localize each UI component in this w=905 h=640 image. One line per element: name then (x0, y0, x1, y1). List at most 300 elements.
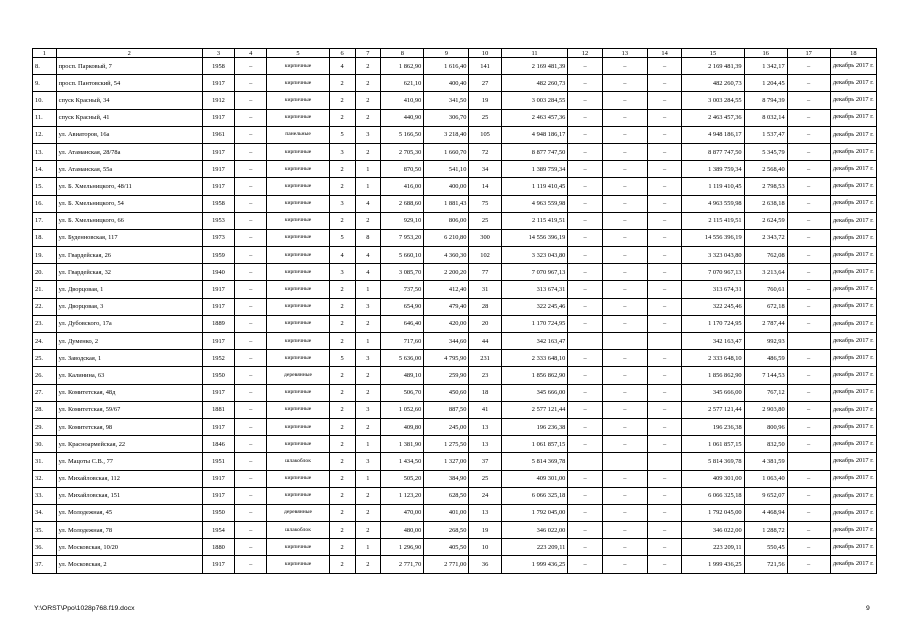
col-12-cell: – (568, 281, 602, 298)
living-area-cell: 400,00 (424, 178, 469, 195)
cost-per-sqm-cell: 2 343,72 (744, 229, 787, 246)
col-14-cell: – (647, 126, 681, 143)
row-number-cell: 35. (33, 522, 57, 539)
table-row (33, 92, 877, 109)
address-cell: ул. Московская, 2 (56, 556, 202, 573)
total-area-cell: 7 953,20 (381, 229, 424, 246)
table-row (33, 487, 877, 504)
year-built-cell: 1940 (202, 264, 234, 281)
col-4-cell: – (235, 522, 267, 539)
wall-material-cell: шлакоблок (267, 522, 329, 539)
row-number-cell: 30. (33, 436, 57, 453)
col-17-cell: – (787, 367, 830, 384)
residents-cell: 141 (469, 58, 501, 75)
residents-cell: 34 (469, 161, 501, 178)
table-row (33, 298, 877, 315)
address-cell: ул. Гвардейская, 32 (56, 264, 202, 281)
col-12-cell: – (568, 418, 602, 435)
wall-material-cell: кирпичные (267, 281, 329, 298)
cost-per-sqm-cell: 2 568,40 (744, 161, 787, 178)
col-14-cell: – (647, 229, 681, 246)
wall-material-cell: кирпичные (267, 401, 329, 418)
col-13-cell: – (602, 264, 647, 281)
col-14-cell: – (647, 470, 681, 487)
deadline-cell: декабрь 2017 г. (830, 367, 876, 384)
cost-total-cell: 3 323 043,80 (501, 247, 568, 264)
address-cell: ул. Михайловская, 151 (56, 487, 202, 504)
cost-funding-cell: 14 556 396,19 (682, 229, 744, 246)
entrances-cell: 2 (355, 522, 381, 539)
residents-cell: 72 (469, 143, 501, 160)
col-14-cell: – (647, 418, 681, 435)
living-area-cell: 3 218,40 (424, 126, 469, 143)
year-built-cell: 1958 (202, 195, 234, 212)
cost-total-cell: 482 260,73 (501, 75, 568, 92)
table-row (33, 333, 877, 350)
col-4-cell: – (235, 333, 267, 350)
deadline-cell: декабрь 2017 г. (830, 229, 876, 246)
col-12-cell: – (568, 522, 602, 539)
col-17-cell: – (787, 126, 830, 143)
deadline-cell: декабрь 2017 г. (830, 436, 876, 453)
cost-per-sqm-cell: 672,18 (744, 298, 787, 315)
residents-cell: 23 (469, 367, 501, 384)
table-row (33, 264, 877, 281)
row-number-cell: 17. (33, 212, 57, 229)
col-13-cell: – (602, 281, 647, 298)
residents-cell: 44 (469, 333, 501, 350)
col-13-cell: – (602, 126, 647, 143)
floors-cell: 2 (329, 212, 355, 229)
col-17-cell: – (787, 350, 830, 367)
col-4-cell: – (235, 281, 267, 298)
year-built-cell: 1917 (202, 75, 234, 92)
cost-total-cell: 2 333 648,10 (501, 350, 568, 367)
cost-per-sqm-cell: 2 798,53 (744, 178, 787, 195)
cost-funding-cell: 409 301,00 (682, 470, 744, 487)
row-number-cell: 11. (33, 109, 57, 126)
address-cell: ул. Московская, 10/20 (56, 539, 202, 556)
address-cell: ул. Дубовского, 17а (56, 315, 202, 332)
row-number-cell: 25. (33, 350, 57, 367)
cost-total-cell: 1 170 724,95 (501, 315, 568, 332)
row-number-cell: 26. (33, 367, 57, 384)
cost-funding-cell: 3 003 284,55 (682, 92, 744, 109)
year-built-cell: 1958 (202, 58, 234, 75)
col-17-cell: – (787, 58, 830, 75)
cost-per-sqm-cell: 2 903,80 (744, 401, 787, 418)
cost-per-sqm-cell: 550,45 (744, 539, 787, 556)
residents-cell: 13 (469, 504, 501, 521)
address-cell: ул. Атаманская, 28/78а (56, 143, 202, 160)
residents-cell: 37 (469, 453, 501, 470)
entrances-cell: 3 (355, 126, 381, 143)
col-12-cell: – (568, 264, 602, 281)
cost-total-cell: 4 948 186,17 (501, 126, 568, 143)
col-14-cell: – (647, 178, 681, 195)
col-17-cell: – (787, 487, 830, 504)
col-13-cell (602, 333, 647, 350)
floors-cell: 2 (329, 522, 355, 539)
col-4-cell: – (235, 539, 267, 556)
column-number-5: 5 (267, 49, 329, 58)
col-14-cell: – (647, 367, 681, 384)
address-cell: просп. Пантовский, 54 (56, 75, 202, 92)
entrances-cell: 3 (355, 453, 381, 470)
cost-total-cell: 345 666,00 (501, 384, 568, 401)
wall-material-cell: кирпичные (267, 195, 329, 212)
col-13-cell: – (602, 178, 647, 195)
col-13-cell: – (602, 92, 647, 109)
wall-material-cell: кирпичные (267, 384, 329, 401)
footer-file-path: Y:\ORST\Ppo\1028p768.f19.docx (34, 605, 135, 612)
col-17-cell: – (787, 281, 830, 298)
wall-material-cell: кирпичные (267, 143, 329, 160)
deadline-cell: декабрь 2017 г. (830, 109, 876, 126)
column-number-1: 1 (33, 49, 57, 58)
col-12-cell (568, 333, 602, 350)
residents-cell: 18 (469, 384, 501, 401)
col-12-cell: – (568, 470, 602, 487)
total-area-cell: 1 862,90 (381, 58, 424, 75)
col-4-cell: – (235, 453, 267, 470)
residents-cell: 25 (469, 470, 501, 487)
col-12-cell: – (568, 384, 602, 401)
residents-cell: 19 (469, 522, 501, 539)
entrances-cell: 2 (355, 315, 381, 332)
entrances-cell: 1 (355, 333, 381, 350)
floors-cell: 2 (329, 401, 355, 418)
year-built-cell: 1917 (202, 418, 234, 435)
deadline-cell: декабрь 2017 г. (830, 264, 876, 281)
deadline-cell: декабрь 2017 г. (830, 178, 876, 195)
floors-cell: 5 (329, 350, 355, 367)
total-area-cell: 646,40 (381, 315, 424, 332)
wall-material-cell: кирпичные (267, 556, 329, 573)
col-17-cell: – (787, 522, 830, 539)
wall-material-cell: кирпичные (267, 315, 329, 332)
cost-total-cell: 1 856 862,90 (501, 367, 568, 384)
cost-total-cell: 2 169 481,39 (501, 58, 568, 75)
col-13-cell: – (602, 350, 647, 367)
cost-funding-cell: 1 170 724,95 (682, 315, 744, 332)
cost-total-cell: 3 003 284,55 (501, 92, 568, 109)
living-area-cell: 384,90 (424, 470, 469, 487)
residents-cell: 24 (469, 487, 501, 504)
cost-total-cell: 409 301,00 (501, 470, 568, 487)
total-area-cell: 489,10 (381, 367, 424, 384)
col-14-cell: – (647, 212, 681, 229)
cost-funding-cell: 196 236,38 (682, 418, 744, 435)
col-13-cell: – (602, 504, 647, 521)
address-cell: ул. Заводская, 1 (56, 350, 202, 367)
living-area-cell: 400,40 (424, 75, 469, 92)
cost-funding-cell: 8 877 747,50 (682, 143, 744, 160)
col-12-cell: – (568, 75, 602, 92)
row-number-cell: 28. (33, 401, 57, 418)
residents-cell: 27 (469, 75, 501, 92)
col-4-cell: – (235, 195, 267, 212)
row-number-cell: 33. (33, 487, 57, 504)
wall-material-cell: кирпичные (267, 212, 329, 229)
col-17-cell: – (787, 315, 830, 332)
table-row (33, 556, 877, 573)
floors-cell: 2 (329, 161, 355, 178)
col-17-cell: – (787, 504, 830, 521)
residents-cell: 25 (469, 212, 501, 229)
col-12-cell: – (568, 58, 602, 75)
row-number-cell: 10. (33, 92, 57, 109)
wall-material-cell: кирпичные (267, 539, 329, 556)
floors-cell: 2 (329, 178, 355, 195)
address-cell: ул. Думенко, 2 (56, 333, 202, 350)
deadline-cell: декабрь 2017 г. (830, 75, 876, 92)
cost-funding-cell: 322 245,46 (682, 298, 744, 315)
cost-per-sqm-cell: 762,08 (744, 247, 787, 264)
year-built-cell: 1917 (202, 333, 234, 350)
cost-total-cell: 346 022,00 (501, 522, 568, 539)
col-14-cell: – (647, 384, 681, 401)
col-4-cell: – (235, 58, 267, 75)
cost-total-cell: 1 999 436,25 (501, 556, 568, 573)
table-row (33, 350, 877, 367)
col-12-cell: – (568, 178, 602, 195)
deadline-cell: декабрь 2017 г. (830, 212, 876, 229)
table-row (33, 401, 877, 418)
living-area-cell: 1 327,00 (424, 453, 469, 470)
residents-cell: 77 (469, 264, 501, 281)
col-13-cell (602, 453, 647, 470)
cost-per-sqm-cell: 2 787,44 (744, 315, 787, 332)
col-4-cell: – (235, 229, 267, 246)
col-17-cell: – (787, 229, 830, 246)
col-13-cell: – (602, 436, 647, 453)
col-4-cell: – (235, 384, 267, 401)
col-4-cell: – (235, 247, 267, 264)
year-built-cell: 1950 (202, 504, 234, 521)
col-17-cell: – (787, 298, 830, 315)
col-12-cell: – (568, 212, 602, 229)
col-12-cell: – (568, 436, 602, 453)
col-13-cell: – (602, 75, 647, 92)
col-12-cell: – (568, 126, 602, 143)
row-number-cell: 14. (33, 161, 57, 178)
table-row (33, 522, 877, 539)
total-area-cell: 505,20 (381, 470, 424, 487)
col-14-cell: – (647, 109, 681, 126)
table-row (33, 315, 877, 332)
total-area-cell: 506,70 (381, 384, 424, 401)
cost-total-cell: 196 236,38 (501, 418, 568, 435)
cost-total-cell: 1 792 045,00 (501, 504, 568, 521)
residents-cell: 36 (469, 556, 501, 573)
residents-cell: 28 (469, 298, 501, 315)
deadline-cell: декабрь 2017 г. (830, 298, 876, 315)
col-17-cell: – (787, 92, 830, 109)
deadline-cell: декабрь 2017 г. (830, 401, 876, 418)
floors-cell: 5 (329, 126, 355, 143)
column-number-6: 6 (329, 49, 355, 58)
total-area-cell: 5 166,50 (381, 126, 424, 143)
living-area-cell: 1 881,43 (424, 195, 469, 212)
address-cell: ул. Атаманская, 55а (56, 161, 202, 178)
col-14-cell: – (647, 143, 681, 160)
cost-funding-cell: 482 260,73 (682, 75, 744, 92)
wall-material-cell: кирпичные (267, 247, 329, 264)
total-area-cell: 416,00 (381, 178, 424, 195)
living-area-cell: 2 771,00 (424, 556, 469, 573)
floors-cell: 2 (329, 539, 355, 556)
col-13-cell: – (602, 58, 647, 75)
entrances-cell: 1 (355, 470, 381, 487)
year-built-cell: 1917 (202, 109, 234, 126)
deadline-cell: декабрь 2017 г. (830, 247, 876, 264)
col-17-cell (787, 333, 830, 350)
column-number-13: 13 (602, 49, 647, 58)
wall-material-cell: кирпичные (267, 229, 329, 246)
cost-total-cell: 342 163,47 (501, 333, 568, 350)
col-13-cell: – (602, 384, 647, 401)
col-4-cell: – (235, 418, 267, 435)
table-row (33, 75, 877, 92)
wall-material-cell: кирпичные (267, 298, 329, 315)
wall-material-cell: кирпичные (267, 75, 329, 92)
col-17-cell (787, 453, 830, 470)
deadline-cell: декабрь 2017 г. (830, 58, 876, 75)
table-row (33, 212, 877, 229)
col-4-cell: – (235, 109, 267, 126)
year-built-cell: 1881 (202, 401, 234, 418)
col-14-cell: – (647, 350, 681, 367)
deadline-cell: декабрь 2017 г. (830, 384, 876, 401)
wall-material-cell: кирпичные (267, 109, 329, 126)
cost-per-sqm-cell: 9 652,07 (744, 487, 787, 504)
row-number-cell: 31. (33, 453, 57, 470)
floors-cell: 2 (329, 75, 355, 92)
entrances-cell: 1 (355, 161, 381, 178)
table-body (33, 58, 877, 574)
total-area-cell: 470,00 (381, 504, 424, 521)
year-built-cell: 1917 (202, 281, 234, 298)
living-area-cell: 344,60 (424, 333, 469, 350)
col-12-cell: – (568, 504, 602, 521)
col-13-cell: – (602, 401, 647, 418)
residents-cell: 14 (469, 178, 501, 195)
residents-cell: 13 (469, 436, 501, 453)
col-17-cell: – (787, 247, 830, 264)
wall-material-cell: кирпичные (267, 418, 329, 435)
total-area-cell: 2 771,70 (381, 556, 424, 573)
year-built-cell: 1954 (202, 522, 234, 539)
address-cell: ул. Мацоты С.В., 77 (56, 453, 202, 470)
col-14-cell: – (647, 298, 681, 315)
address-cell: ул. Гвардейская, 26 (56, 247, 202, 264)
cost-funding-cell: 6 066 325,18 (682, 487, 744, 504)
floors-cell: 4 (329, 247, 355, 264)
col-17-cell: – (787, 436, 830, 453)
deadline-cell: декабрь 2017 г. (830, 126, 876, 143)
col-13-cell: – (602, 109, 647, 126)
cost-per-sqm-cell: 832,50 (744, 436, 787, 453)
wall-material-cell: кирпичные (267, 333, 329, 350)
column-number-9: 9 (424, 49, 469, 58)
column-number-8: 8 (381, 49, 424, 58)
col-13-cell: – (602, 315, 647, 332)
residents-cell: 41 (469, 401, 501, 418)
year-built-cell: 1953 (202, 212, 234, 229)
cost-total-cell: 1 061 857,15 (501, 436, 568, 453)
deadline-cell: декабрь 2017 г. (830, 333, 876, 350)
address-cell: ул. Комитетская, 59/67 (56, 401, 202, 418)
year-built-cell: 1880 (202, 539, 234, 556)
row-number-cell: 37. (33, 556, 57, 573)
col-13-cell: – (602, 522, 647, 539)
entrances-cell: 2 (355, 109, 381, 126)
col-12-cell: – (568, 487, 602, 504)
cost-total-cell: 2 463 457,36 (501, 109, 568, 126)
row-number-cell: 27. (33, 384, 57, 401)
address-cell: ул. Б. Хмельницкого, 54 (56, 195, 202, 212)
header-row (33, 49, 877, 58)
wall-material-cell: кирпичные (267, 487, 329, 504)
deadline-cell: декабрь 2017 г. (830, 504, 876, 521)
col-13-cell: – (602, 470, 647, 487)
col-12-cell (568, 453, 602, 470)
address-cell: ул. Михайловская, 112 (56, 470, 202, 487)
row-number-cell: 9. (33, 75, 57, 92)
cost-total-cell: 14 556 396,19 (501, 229, 568, 246)
row-number-cell: 21. (33, 281, 57, 298)
total-area-cell: 2 688,60 (381, 195, 424, 212)
address-cell: ул. Красноармейская, 22 (56, 436, 202, 453)
table-row (33, 384, 877, 401)
deadline-cell: декабрь 2017 г. (830, 92, 876, 109)
col-13-cell: – (602, 298, 647, 315)
col-4-cell: – (235, 143, 267, 160)
deadline-cell: декабрь 2017 г. (830, 556, 876, 573)
col-14-cell: – (647, 92, 681, 109)
wall-material-cell: деревянные (267, 504, 329, 521)
address-cell: ул. Молодежная, 45 (56, 504, 202, 521)
entrances-cell: 4 (355, 195, 381, 212)
col-14-cell: – (647, 401, 681, 418)
column-number-2: 2 (56, 49, 202, 58)
column-number-11: 11 (501, 49, 568, 58)
wall-material-cell: деревянные (267, 367, 329, 384)
col-4-cell: – (235, 315, 267, 332)
address-cell: ул. Авиаторов, 16а (56, 126, 202, 143)
col-14-cell: – (647, 75, 681, 92)
col-12-cell: – (568, 143, 602, 160)
deadline-cell: декабрь 2017 г. (830, 453, 876, 470)
total-area-cell: 410,90 (381, 92, 424, 109)
total-area-cell: 1 052,60 (381, 401, 424, 418)
col-14-cell: – (647, 487, 681, 504)
year-built-cell: 1973 (202, 229, 234, 246)
entrances-cell: 2 (355, 556, 381, 573)
cost-per-sqm-cell: 4 468,94 (744, 504, 787, 521)
col-17-cell: – (787, 401, 830, 418)
col-17-cell: – (787, 178, 830, 195)
total-area-cell: 3 085,70 (381, 264, 424, 281)
row-number-cell: 24. (33, 333, 57, 350)
col-4-cell: – (235, 401, 267, 418)
col-13-cell: – (602, 247, 647, 264)
living-area-cell: 541,10 (424, 161, 469, 178)
wall-material-cell: кирпичные (267, 264, 329, 281)
entrances-cell: 2 (355, 143, 381, 160)
col-17-cell: – (787, 556, 830, 573)
